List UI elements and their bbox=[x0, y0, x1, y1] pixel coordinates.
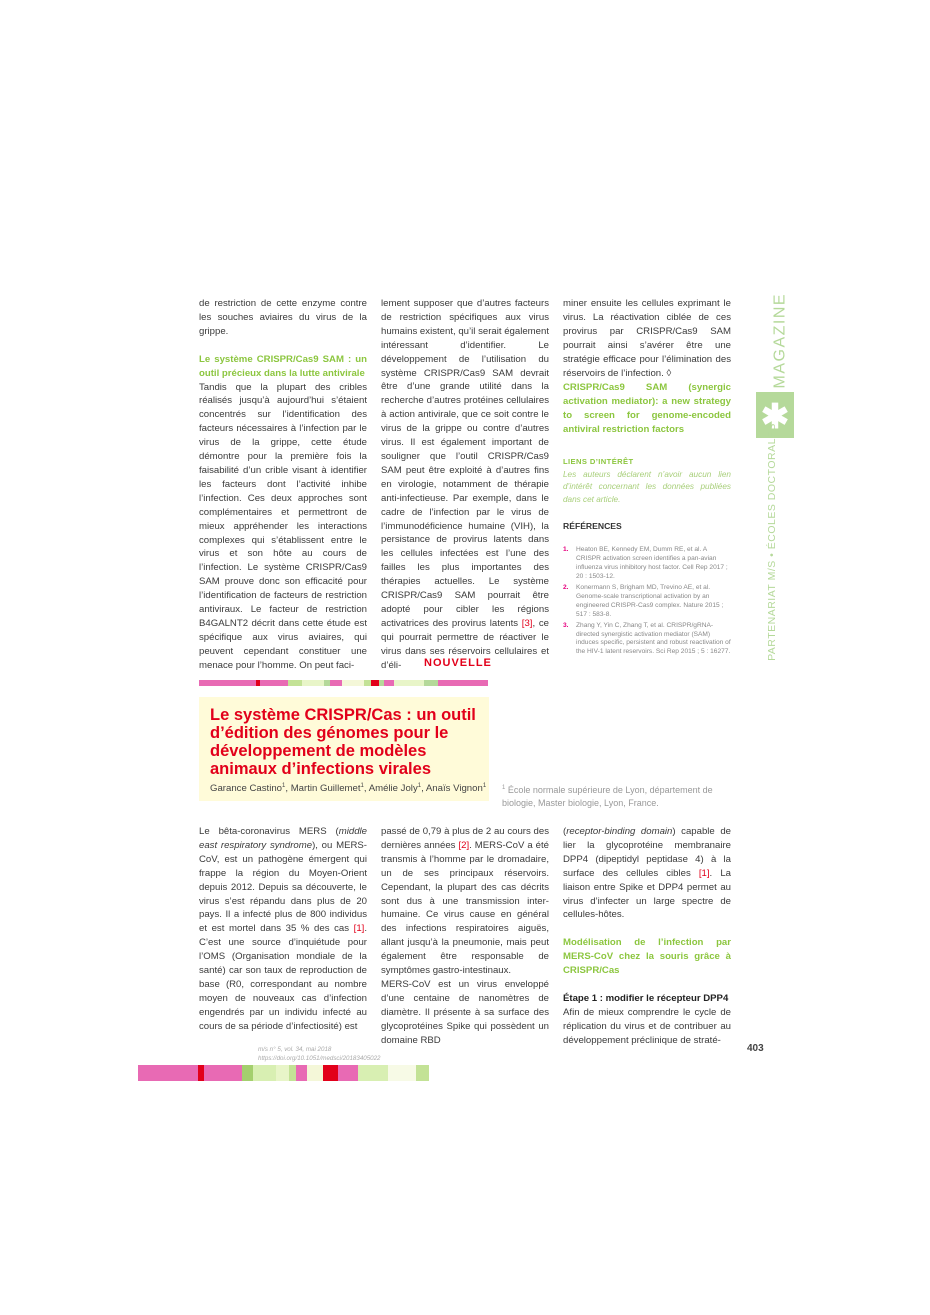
citation-link[interactable]: [3] bbox=[521, 617, 533, 629]
reference-number: 2. bbox=[563, 584, 569, 591]
color-bar bbox=[199, 680, 488, 686]
author-affil-sup: 1 bbox=[360, 783, 364, 789]
col1-bottom bbox=[199, 825, 367, 1034]
author-name: Anaïs Vignon bbox=[425, 783, 483, 795]
col3-top bbox=[563, 297, 731, 659]
paragraph: Afin de mieux comprendre le cycle de réplication du virus et de contribuer au développement préclinique de straté- bbox=[563, 1006, 731, 1046]
reference-number: 3. bbox=[563, 621, 569, 629]
article-title: Le système CRISPR/Cas : un outil d’édition des génomes pour le développement de modèles animaux d’infections virales bbox=[210, 706, 476, 778]
author-list: Garance Castino$^1$, Martin Guillemet$^1$, Amélie Joly$^1$, Anaïs Vignon$^1$ bbox=[210, 783, 487, 795]
page-number: 403 bbox=[747, 1043, 764, 1054]
col3-bottom bbox=[563, 825, 731, 1048]
paragraph bbox=[381, 825, 549, 978]
text-span: ( bbox=[563, 826, 567, 837]
conflict-text: Les auteurs déclarent n’avoir aucun lien d’intérêt concernant les données publiées dans cet article. bbox=[563, 469, 731, 504]
references-heading: RÉFÉRENCES bbox=[563, 521, 622, 532]
section-heading: Modélisation de l’infection par MERS-CoV chez la souris grâce à CRISPR/Cas bbox=[563, 937, 731, 977]
doi-link[interactable]: https://doi.org/10.1051/medsci/20183405022 bbox=[258, 1055, 381, 1062]
paragraph bbox=[199, 825, 367, 1034]
paragraph: Tandis que la plupart des cribles réalisés jusqu’à aujourd’hui s’étaient concentrés sur l’identification des facteurs nécessaires à l’infection par le virus de la grippe, cette étude démontre pour la première fois la faisabilité d’un crible visant à identifier les facteurs dont l’activité inhibe l’infection. Ces deux approches sont complémentaires et permettront de mieux appréhender les interactions complexes qui s’établissent entre le virus et son hôte au cours de l’infection. Le système CRISPR/Cas9 SAM prouve donc son efficacité pour l’identification de facteurs de restriction antiviraux. Le facteur de restriction B4GALNT2 décrit dans cette étude est spécifique aux virus aviaires, qui peuvent cependant constituer une menace pour l’homme. On peut faci- bbox=[199, 381, 367, 671]
text-span: middle east respiratory syndrome bbox=[199, 826, 367, 851]
text-span: . C’est une source d’inquiétude pour l’OMS (Organisation mondiale de la santé) car son taux de reproduction de base (R0, correspondant au nombre moyen de nouveaux cas d’infection engendrés par un individu infecté au cours de sa période d’infectiosité) est bbox=[199, 923, 367, 1032]
paragraph: MERS-CoV est un virus enveloppé d’une centaine de nanomètres de diamètre. Il présente à sa surface des glycoprotéines Spike qui possèdent un domaine RBD bbox=[381, 978, 549, 1046]
paragraph: de restriction de cette enzyme contre les souches aviaires du virus de la grippe. bbox=[199, 298, 367, 337]
text-span: receptor-binding domain bbox=[566, 826, 673, 837]
reference-list bbox=[563, 546, 731, 657]
reference-item bbox=[563, 584, 731, 620]
affiliation bbox=[502, 782, 732, 810]
text-span: ), ou MERS-CoV, est un pathogène émergent qui frappe la région du Moyen-Orient depuis 2012. Depuis sa découverte, le virus s’est répandu dans plus de 20 pays. Il a infecté plus de 800 individus et est mortel dans 35 % des cas bbox=[199, 839, 367, 935]
journal-citation: m/s n° 5, vol. 34, mai 2018 bbox=[258, 1046, 332, 1053]
magazine-label: MAGAZINE bbox=[771, 292, 789, 389]
affiliation-sup: 1 bbox=[502, 785, 506, 791]
citation-link[interactable]: [1] bbox=[353, 923, 365, 935]
col2-bottom bbox=[381, 825, 549, 1048]
author-affil-sup: 1 bbox=[282, 783, 286, 789]
reference-text: Konermann S, Brigham MD, Trevino AE, et al. Genome-scale transcriptional activation by an engineered CRISPR-Cas9 complex. Nature 2015 ; 517 : 583-8. bbox=[576, 584, 724, 618]
reference-text: Heaton BE, Kennedy EM, Dumm RE, et al. A CRISPR activation screen identifies a pan-avian influenza virus inhibitory host factor. Cell Rep 2017 ; 20 : 1503-12. bbox=[576, 546, 728, 581]
section-label: NOUVELLE bbox=[424, 657, 492, 669]
section-heading: Le système CRISPR/Cas9 SAM : un outil précieux dans la lutte antivirale bbox=[199, 353, 367, 379]
partnership-label: PARTENARIAT M/S • ÉCOLES DOCTORALES bbox=[766, 423, 778, 661]
author-name: Garance Castino bbox=[210, 783, 282, 795]
citation-link[interactable]: [2] bbox=[458, 839, 470, 851]
step-heading: Étape 1 : modifier le récepteur DPP4 bbox=[563, 993, 729, 1005]
asterisk-icon: ✱ bbox=[756, 392, 794, 438]
reference-item bbox=[563, 546, 731, 582]
reference-number: 1. bbox=[563, 546, 569, 554]
text-span: Le bêta-coronavirus MERS ( bbox=[199, 826, 339, 837]
affiliation-text: École normale supérieure de Lyon, département de biologie, Master biologie, Lyon, France. bbox=[502, 785, 713, 808]
paragraph bbox=[563, 825, 731, 922]
text-span: , ce qui pourrait permettre de réactiver le virus dans ses réservoirs cellulaires et d’éli- bbox=[381, 617, 549, 671]
english-title: CRISPR/Cas9 SAM (synergic activation mediator): a new strategy to screen for genome-encoded antiviral restriction factors bbox=[563, 382, 731, 436]
author-name: Amélie Joly bbox=[368, 783, 418, 795]
author-affil-sup: 1 bbox=[482, 783, 487, 789]
citation-link[interactable]: [1] bbox=[698, 867, 710, 879]
reference-item bbox=[563, 622, 731, 658]
reference-text: Zhang Y, Yin C, Zhang T, et al. CRISPR/gRNA-directed synergistic activation mediator (SAM) induces specific, persistent and robust reactivation of the HIV-1 latent reservoirs. Sci Rep 2015 ; 5 : 16277. bbox=[576, 621, 731, 656]
text-span: ) capable de lier la glycoprotéine membranaire DPP4 (dipeptidyl peptidase 4) à la surface des cellules cibles bbox=[563, 826, 731, 879]
paragraph bbox=[381, 297, 549, 672]
author-name: Martin Guillemet bbox=[290, 783, 361, 795]
author-affil-sup: 1 bbox=[417, 783, 422, 789]
paragraph: miner ensuite les cellules exprimant le virus. La réactivation ciblée de ces provirus par CRISPR/Cas9 SAM pourrait ainsi s’avérer être une stratégie efficace pour l’élimination des réservoirs de l’infection. ◊ bbox=[563, 298, 731, 379]
text-span: passé de 0,79 à plus de 2 au cours des dernières années bbox=[381, 826, 549, 851]
text-span: . MERS-CoV a été transmis à l’homme par le dromadaire, un de ses principaux réservoirs. Cependant, la plupart des cas décrits sont dus à une transmission inter-humaine. Ce virus cause en général des infections respiratoires aiguës, allant jusqu’à la pneumonie, mais peut également être responsable de symptômes gastro-intestinaux. bbox=[381, 839, 549, 977]
col2-top bbox=[381, 297, 549, 672]
text-span: . La liaison entre Spike et DPP4 permet au virus d’infecter un large spectre de cellules-hôtes. bbox=[563, 867, 731, 921]
col1-top bbox=[199, 297, 367, 673]
footer-color-bar bbox=[138, 1065, 429, 1081]
conflict-heading: LIENS D’INTÉRÊT bbox=[563, 457, 634, 467]
text-span: lement supposer que d’autres facteurs de restriction spécifiques aux virus humains existent, qu’il serait également intéressant d’identifier. Le développement de l’utilisation du système CRISPR/Cas9 SAM devrait être d’une grande utilité dans la recherche d’autres protéines cellulaires à action antivirale, que ce soit contre le virus de la grippe ou contre d’autres virus. Il est également important de souligner que l’outil CRISPR/Cas9 SAM peut être exploité à d’autres fins en virologie, notamment de thérapie anti-infectieuse. Par exemple, dans le cadre de l’infection par le virus de l’immunodéficience humaine (VIH), la persistance de provirus latents dans les cellules infectées est l’une des failles les plus importantes des thérapies actuelles. Le système CRISPR/Cas9 SAM pourrait être adopté pour cibler les régions activatrices des provirus latents bbox=[381, 298, 549, 629]
